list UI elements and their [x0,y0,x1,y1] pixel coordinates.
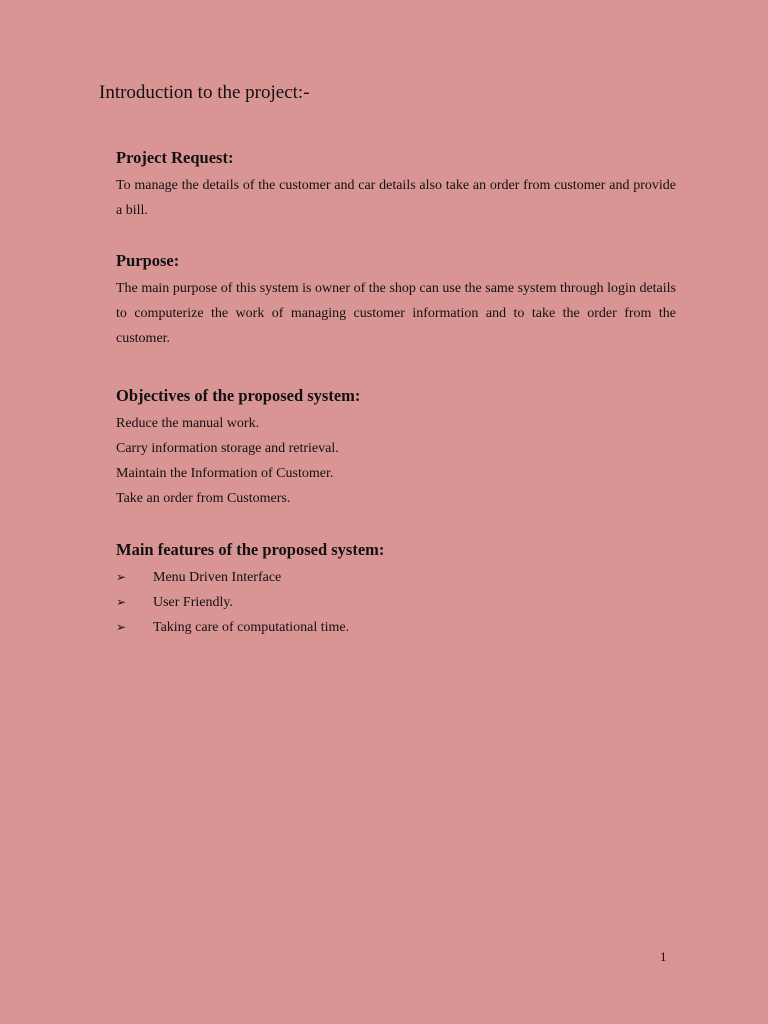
section-paragraph: The main purpose of this system is owner of the shop can use the same system through login details to computerize the work of managing customer information and to take the order from the customer. [116,281,676,346]
section-purpose [116,249,676,351]
objectives-list [116,411,676,511]
section-project-request [116,146,676,223]
section-paragraph: To manage the details of the customer and car details also take an order from customer and provide a bill. [116,178,676,218]
feature-text: Taking care of computational time. [153,620,350,635]
page-number: 1 [660,949,667,964]
list-item [116,565,676,590]
list-item [116,615,676,640]
objective-item: Take an order from Customers. [116,491,291,506]
feature-text: Menu Driven Interface [153,570,282,585]
section-heading: Purpose: [116,251,180,270]
section-features [116,538,676,640]
section-heading: Main features of the proposed system: [116,540,385,559]
objective-item: Carry information storage and retrieval. [116,441,339,456]
section-heading: Objectives of the proposed system: [116,386,361,405]
arrowhead-bullet-icon: ➢ [116,595,127,609]
features-list [116,565,676,640]
document-body [116,146,676,640]
arrowhead-bullet-icon: ➢ [116,620,127,634]
page-title: Introduction to the project:- [99,82,310,103]
objective-item: Reduce the manual work. [116,416,260,431]
list-item [116,590,676,615]
feature-text: User Friendly. [153,595,233,610]
section-heading: Project Request: [116,148,234,167]
arrowhead-bullet-icon: ➢ [116,570,127,584]
objective-item: Maintain the Information of Customer. [116,466,334,481]
section-objectives [116,384,676,511]
